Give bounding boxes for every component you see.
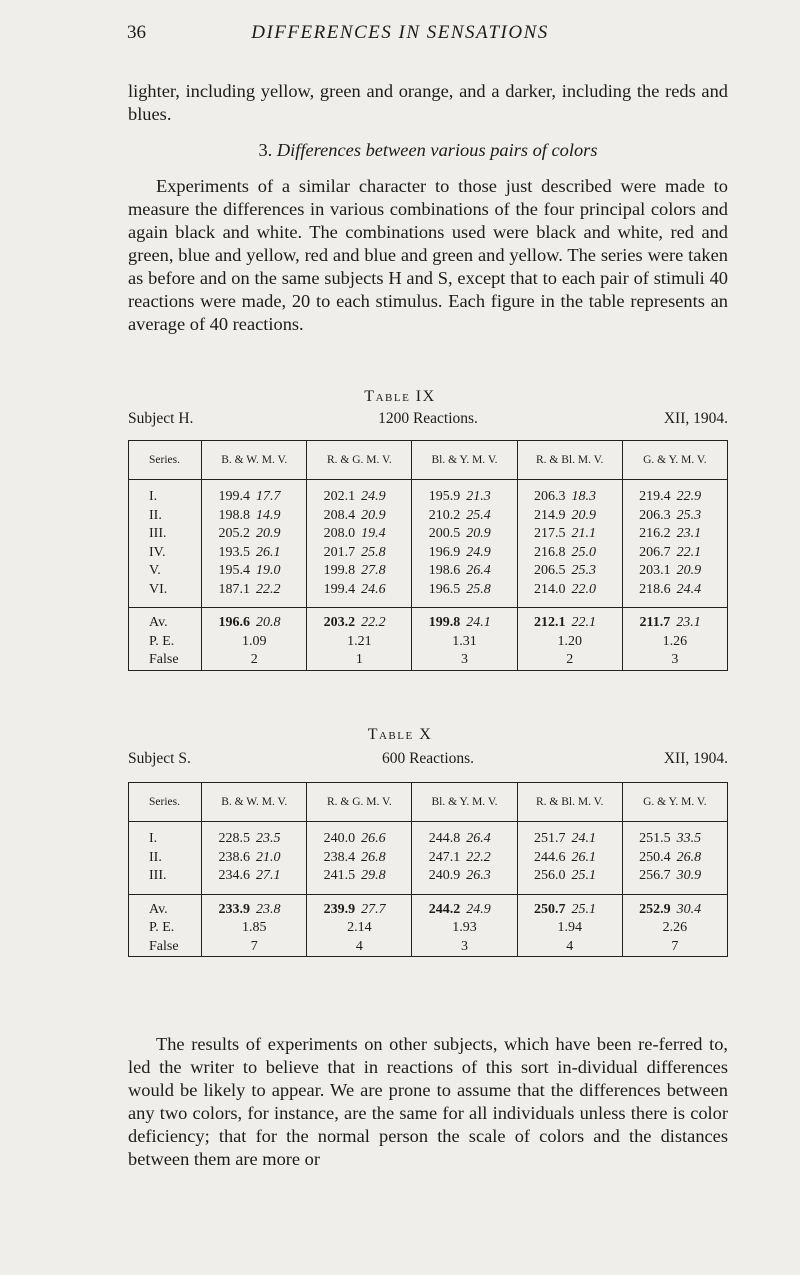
table-ix-cell: [307, 480, 412, 507]
table-ix-average-row: [129, 608, 728, 633]
table-ix-mean-value: 206.5: [533, 563, 566, 579]
table-x-mean-value: 238.4: [323, 849, 356, 865]
table-ix-mean-variation: 17.7: [255, 489, 281, 505]
table-ix-mean-variation: 25.0: [571, 544, 596, 560]
table-ix-mean-value: 206.3: [639, 507, 671, 523]
table-ix-cell: [202, 581, 307, 608]
table-x-pe-label: P. E.: [129, 919, 202, 938]
table-ix-mean-value: 202.1: [323, 489, 356, 505]
table-x-pe-value: 1.85: [202, 919, 307, 938]
table-ix-date: XII, 1904.: [663, 410, 728, 427]
table-x-caption: Table X: [367, 726, 433, 743]
table-ix-mean-variation: 14.9: [255, 507, 281, 523]
table-x-false-label: False: [129, 938, 202, 957]
table-x-average-value: 233.9: [218, 901, 250, 917]
table-x-mean-variation: 21.0: [255, 849, 281, 865]
table-x-mean-value: 256.7: [639, 868, 671, 884]
table-x-mean-value: 238.6: [218, 849, 250, 865]
table-ix-cell: [622, 525, 727, 544]
table-ix-series-label: V.: [129, 562, 202, 581]
table-ix-mean-value: 195.9: [428, 489, 461, 505]
table-ix-mean-value: 210.2: [428, 507, 461, 523]
table-x-false-value: 4: [517, 938, 622, 957]
table-ix-row: [129, 480, 728, 507]
table-ix-cell: [412, 480, 517, 507]
table-x-average-value: 239.9: [323, 901, 356, 917]
table-x-mean-variation: 26.8: [361, 849, 386, 865]
table-ix-pe-value: 1.21: [307, 633, 412, 652]
table-ix-false-row: [129, 651, 728, 670]
table-ix-mean-value: 193.5: [218, 544, 250, 560]
table-ix-mean-value: 205.2: [218, 526, 250, 542]
table-x-subject: Subject S.: [128, 750, 191, 767]
table-ix-cell: [307, 544, 412, 563]
table-ix-mean-variation: 22.1: [676, 544, 702, 560]
table-x-mean-variation: 22.2: [466, 849, 491, 865]
table-x-average-value: 250.7: [533, 901, 566, 917]
table-x-average-variation: 27.7: [361, 901, 386, 917]
table-x-mean-value: 251.5: [639, 831, 671, 847]
table-ix-mean-variation: 22.9: [676, 489, 702, 505]
table-x-average-variation: 25.1: [571, 901, 596, 917]
table-ix-mean-value: 216.8: [533, 544, 566, 560]
table-x-pe-value: 1.94: [517, 919, 622, 938]
table-ix-false-value: 3: [412, 651, 517, 670]
table-ix-series-label: VI.: [129, 581, 202, 608]
table-ix-cell: [622, 507, 727, 526]
table-ix: [128, 440, 728, 671]
table-ix-cell: [622, 562, 727, 581]
table-x-pe-value: 1.93: [412, 919, 517, 938]
table-ix-mean-variation: 25.8: [466, 581, 491, 597]
table-x-false-value: 7: [622, 938, 727, 957]
table-ix-average-cell: [622, 608, 727, 633]
table-ix-mean-value: 214.9: [533, 507, 566, 523]
table-x-average-variation: 24.9: [466, 901, 491, 917]
table-ix-cell: [622, 581, 727, 608]
table-x-series-label: III.: [129, 867, 202, 894]
table-ix-mean-value: 206.7: [639, 544, 671, 560]
table-ix-average-value: 203.2: [323, 615, 356, 631]
table-ix-cell: [412, 525, 517, 544]
table-ix-false-value: 2: [517, 651, 622, 670]
table-ix-row: [129, 562, 728, 581]
table-x-row: [129, 849, 728, 868]
table-x-header-cell: Bl. & Y. M. V.: [412, 783, 517, 822]
table-ix-row: [129, 544, 728, 563]
table-x-header-cell: R. & Bl. M. V.: [517, 783, 622, 822]
table-ix-mean-variation: 20.9: [676, 563, 702, 579]
table-x-average-variation: 23.8: [255, 901, 281, 917]
table-ix-mean-variation: 25.3: [676, 507, 702, 523]
table-ix-mean-value: 214.0: [533, 581, 566, 597]
table-x-mean-value: 256.0: [533, 868, 566, 884]
table-ix-mean-variation: 22.2: [255, 581, 281, 597]
table-ix-cell: [412, 581, 517, 608]
table-ix-row: [129, 581, 728, 608]
table-ix-average-value: 196.6: [218, 615, 250, 631]
table-ix-cell: [412, 544, 517, 563]
table-ix-average-value: 212.1: [533, 615, 566, 631]
table-x-mean-variation: 26.6: [361, 831, 386, 847]
table-ix-reactions: 1200 Reactions.: [378, 410, 478, 427]
table-ix-mean-variation: 18.3: [571, 489, 596, 505]
table-x-cell: [622, 849, 727, 868]
table-ix-mean-value: 219.4: [639, 489, 671, 505]
table-ix-cell: [202, 544, 307, 563]
table-ix-mean-variation: 24.4: [676, 581, 702, 597]
table-ix-cell: [307, 507, 412, 526]
table-x-cell: [307, 822, 412, 849]
table-ix-mean-value: 198.8: [218, 507, 250, 523]
table-x-average-label: Av.: [129, 894, 202, 919]
table-x-cell: [622, 867, 727, 894]
table-x-average-cell: [412, 894, 517, 919]
table-ix-mean-variation: 19.0: [255, 563, 281, 579]
table-ix-mean-variation: 20.9: [361, 507, 386, 523]
table-ix-average-cell: [307, 608, 412, 633]
table-ix-cell: [517, 480, 622, 507]
table-ix-mean-variation: 27.8: [361, 563, 386, 579]
table-x-mean-variation: 30.9: [676, 868, 702, 884]
table-x-cell: [412, 867, 517, 894]
table-ix-cell: [517, 544, 622, 563]
table-x-cell: [202, 849, 307, 868]
table-ix-pe-value: 1.31: [412, 633, 517, 652]
table-x-mean-variation: 27.1: [255, 868, 281, 884]
table-x-pe-value: 2.14: [307, 919, 412, 938]
table-ix-cell: [517, 507, 622, 526]
table-ix-cell: [412, 562, 517, 581]
table-x-mean-value: 244.8: [428, 831, 461, 847]
table-ix-mean-value: 199.4: [323, 581, 356, 597]
table-x-header-cell: G. & Y. M. V.: [622, 783, 727, 822]
table-x-cell: [517, 867, 622, 894]
table-ix-mean-variation: 19.4: [361, 526, 386, 542]
table-x-header-cell: Series.: [129, 783, 202, 822]
table-x-average-value: 252.9: [639, 901, 671, 917]
table-ix-pe-value: 1.09: [202, 633, 307, 652]
table-x-average-cell: [517, 894, 622, 919]
table-x-false-row: [129, 938, 728, 957]
table-x-cell: [412, 849, 517, 868]
table-ix-mean-value: 208.4: [323, 507, 356, 523]
table-ix-false-value: 2: [202, 651, 307, 670]
table-x-mean-value: 234.6: [218, 868, 250, 884]
table-ix-mean-value: 200.5: [428, 526, 461, 542]
table-ix-mean-value: 217.5: [533, 526, 566, 542]
table-ix-false-label: False: [129, 651, 202, 670]
table-ix-cell: [622, 480, 727, 507]
table-ix-mean-variation: 22.0: [571, 581, 596, 597]
table-ix-mean-value: 187.1: [218, 581, 250, 597]
table-ix-header-cell: G. & Y. M. V.: [622, 441, 727, 480]
table-ix-average-value: 199.8: [428, 615, 461, 631]
table-x-header-cell: B. & W. M. V.: [202, 783, 307, 822]
table-x-mean-value: 250.4: [639, 849, 671, 865]
table-ix-mean-variation: 25.3: [571, 563, 596, 579]
table-ix-cell: [307, 581, 412, 608]
table-x-row: [129, 867, 728, 894]
table-x-mean-value: 244.6: [533, 849, 566, 865]
table-ix-mean-variation: 20.9: [466, 526, 491, 542]
table-ix-caption: Table IX: [364, 388, 436, 405]
table-x-mean-value: 247.1: [428, 849, 461, 865]
table-ix-mean-variation: 25.4: [466, 507, 491, 523]
table-x-mean-variation: 23.5: [255, 831, 281, 847]
table-ix-mean-variation: 25.8: [361, 544, 386, 560]
table-x-cell: [412, 822, 517, 849]
table-ix-cell: [412, 507, 517, 526]
table-ix-series-label: II.: [129, 507, 202, 526]
table-x-mean-variation: 26.3: [466, 868, 491, 884]
table-ix-mean-value: 196.5: [428, 581, 461, 597]
table-ix-false-value: 1: [307, 651, 412, 670]
table-ix-average-value: 211.7: [639, 615, 671, 631]
table-x-header-row: [129, 783, 728, 822]
table-x-reactions: 600 Reactions.: [381, 750, 475, 767]
table-x-mean-variation: 25.1: [571, 868, 596, 884]
table-ix-header-cell: R. & Bl. M. V.: [517, 441, 622, 480]
table-x-cell: [622, 822, 727, 849]
page-number: 36: [127, 22, 146, 43]
table-ix-cell: [307, 525, 412, 544]
section-heading: [128, 140, 728, 161]
table-x-row: [129, 822, 728, 849]
table-ix-subject: Subject H.: [128, 410, 194, 427]
table-ix-pe-label: P. E.: [129, 633, 202, 652]
table-ix-cell: [622, 544, 727, 563]
table-ix-header-cell: R. & G. M. V.: [307, 441, 412, 480]
table-x-cell: [517, 822, 622, 849]
table-x-mean-variation: 33.5: [676, 831, 702, 847]
table-ix-mean-value: 206.3: [533, 489, 566, 505]
table-ix-mean-value: 218.6: [639, 581, 671, 597]
table-x-false-value: 7: [202, 938, 307, 957]
table-ix-average-variation: 23.1: [676, 615, 701, 631]
table-x-average-variation: 30.4: [676, 901, 702, 917]
table-x-average-cell: [202, 894, 307, 919]
table-ix-series-label: III.: [129, 525, 202, 544]
table-x-mean-variation: 26.1: [571, 849, 596, 865]
section-number: 3.: [258, 140, 273, 160]
table-x-date: XII, 1904.: [663, 750, 728, 767]
table-x-header-cell: R. & G. M. V.: [307, 783, 412, 822]
table-ix-average-variation: 22.1: [571, 615, 596, 631]
intro-paragraph: lighter, including yellow, green and orange, and a darker, including the reds and blues.: [128, 81, 728, 124]
table-x-average-cell: [622, 894, 727, 919]
table-ix-cell: [202, 507, 307, 526]
table-ix-mean-variation: 20.9: [255, 526, 281, 542]
table-ix-average-variation: 24.1: [466, 615, 491, 631]
table-ix-mean-variation: 24.9: [466, 544, 491, 560]
table-ix-mean-variation: 23.1: [676, 526, 702, 542]
table-ix-header-row: [129, 441, 728, 480]
table-x-mean-value: 251.7: [533, 831, 566, 847]
table-ix-cell: [307, 562, 412, 581]
table-ix-average-cell: [517, 608, 622, 633]
table-ix-mean-variation: 21.3: [466, 489, 491, 505]
table-x: [128, 782, 728, 957]
table-x-series-label: I.: [129, 822, 202, 849]
table-ix-mean-value: 216.2: [639, 526, 671, 542]
table-x-mean-variation: 29.8: [361, 868, 386, 884]
table-ix-mean-variation: 24.9: [361, 489, 386, 505]
table-ix-mean-variation: 21.1: [571, 526, 596, 542]
table-x-average-cell: [307, 894, 412, 919]
table-ix-average-label: Av.: [129, 608, 202, 633]
table-ix-average-cell: [412, 608, 517, 633]
table-ix-header-cell: Series.: [129, 441, 202, 480]
table-ix-series-label: I.: [129, 480, 202, 507]
table-x-mean-variation: 26.4: [466, 831, 491, 847]
closing-paragraph: The results of experiments on other subjects, which have been re-ferred to, led the writer to believe that in reactions of this sort in-dividual differences would be likely to appear. We are prone to assume that the differences between any two colors, for instance, are the same for all individuals unless there is color deficiency; that for the normal person the scale of colors and the distances between them are more or: [128, 1034, 728, 1169]
table-x-pe-value: 2.26: [622, 919, 727, 938]
table-ix-header-cell: B. & W. M. V.: [202, 441, 307, 480]
table-x-average-row: [129, 894, 728, 919]
table-x-mean-value: 240.9: [428, 868, 461, 884]
table-x-pe-row: [129, 919, 728, 938]
table-ix-cell: [202, 480, 307, 507]
table-ix-header-cell: Bl. & Y. M. V.: [412, 441, 517, 480]
table-x-false-value: 3: [412, 938, 517, 957]
table-x-mean-variation: 26.8: [676, 849, 702, 865]
table-x-cell: [517, 849, 622, 868]
table-ix-mean-value: 195.4: [218, 563, 250, 579]
section-title: Differences between various pairs of colors: [276, 140, 598, 160]
table-ix-meta: [128, 410, 728, 432]
table-ix-cell: [517, 562, 622, 581]
table-ix-cell: [202, 562, 307, 581]
table-ix-false-value: 3: [622, 651, 727, 670]
table-x-average-value: 244.2: [428, 901, 461, 917]
table-ix-mean-value: 199.4: [218, 489, 250, 505]
table-ix-row: [129, 507, 728, 526]
table-ix-mean-value: 199.8: [323, 563, 356, 579]
table-x-mean-value: 240.0: [323, 831, 356, 847]
table-ix-mean-variation: 26.1: [255, 544, 281, 560]
table-x-cell: [307, 867, 412, 894]
table-ix-average-variation: 20.8: [255, 615, 281, 631]
table-ix-series-label: IV.: [129, 544, 202, 563]
table-ix-average-cell: [202, 608, 307, 633]
section-paragraph: Experiments of a similar character to those just described were made to measure the differences in various combinations of the four principal colors and again black and white. The combinations used were black and white, red and green, blue and yellow, red and blue and green and yellow. The series were taken as before and on the same subjects H and S, except that to each pair of stimuli 40 reactions were made, 20 to each stimulus. Each figure in the table represents an average of 40 reactions.: [128, 176, 728, 334]
table-x-cell: [202, 822, 307, 849]
table-ix-mean-variation: 20.9: [571, 507, 596, 523]
table-ix-row: [129, 525, 728, 544]
table-ix-pe-value: 1.20: [517, 633, 622, 652]
table-x-mean-value: 241.5: [323, 868, 356, 884]
table-ix-average-variation: 22.2: [361, 615, 386, 631]
table-x-cell: [307, 849, 412, 868]
table-x-cell: [202, 867, 307, 894]
table-x-mean-value: 228.5: [218, 831, 250, 847]
table-x-series-label: II.: [129, 849, 202, 868]
table-ix-cell: [517, 581, 622, 608]
table-x-meta: [128, 750, 728, 772]
table-ix-mean-value: 196.9: [428, 544, 461, 560]
table-ix-mean-value: 201.7: [323, 544, 356, 560]
running-head: [0, 22, 800, 52]
table-ix-mean-variation: 26.4: [466, 563, 491, 579]
table-ix-mean-value: 208.0: [323, 526, 356, 542]
table-x-mean-variation: 24.1: [571, 831, 596, 847]
running-title: DIFFERENCES IN SENSATIONS: [251, 22, 549, 43]
table-ix-pe-row: [129, 633, 728, 652]
table-ix-cell: [517, 525, 622, 544]
table-ix-pe-value: 1.26: [622, 633, 727, 652]
table-ix-mean-value: 203.1: [639, 563, 671, 579]
table-ix-mean-variation: 24.6: [361, 581, 386, 597]
table-x-false-value: 4: [307, 938, 412, 957]
table-ix-mean-value: 198.6: [428, 563, 461, 579]
table-ix-cell: [202, 525, 307, 544]
